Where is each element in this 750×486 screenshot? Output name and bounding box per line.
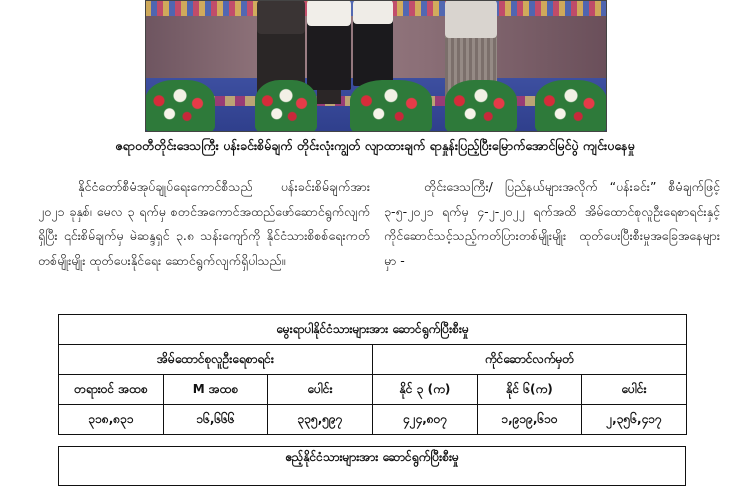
citizenship-stats-table [58,314,687,435]
photo-caption: ဇရာဝတီတိုင်းဒေသကြီး ပန်းခင်းစိမ်ချက် တိုင်းလုံးကျွတ် လျာထားချက် ရာနှုန်းပြည့်ပြီးမြောက်အောင်မြင်ပွဲ ကျင်းပနေမှု [115,138,635,153]
table-row [59,405,687,435]
table-cell: ၁၆,၆၆၆ [164,405,268,435]
article-column-right [384,175,720,273]
table-header: M အထစ [164,375,268,405]
table-cell: ၁,၉၁၉,၆၁၀ [478,405,582,435]
table-cell: ၂,၃၅၆,၄၁၇ [582,405,687,435]
table-header: ပေါင်း [268,375,373,405]
article-paragraph: နိုင်ငံတော်စီမံအုပ်ချုပ်ရေးကောင်စီသည် ပန်းခင်းစိမ်ချက်အား ၂၀၂၁ ခုနှစ်၊ မေလ ၃ ရက်မှ စတင်အကောင်အထည်ဖော်ဆောင်ရွက်လျက်ရှိပြီး ၎င်းစိမ်ချက်မှ မဲဆန္ဒရှင် ၃.၈ သန်းကျော်ကို နိုင်ငံသားစိစစ်ရေးကတ်တစ်မျိုးမျိုး ထုတ်ပေးနိုင်ရေး ဆောင်ရွက်လျက်ရှိပါသည်။ [38,179,370,268]
table-title: မွေးရာပါနိုင်ငံသားများအား ဆောင်ရွက်ပြီးစီးမှု [59,315,687,345]
table-cell: ၃၁၈,၈၃၁ [59,405,164,435]
table-group-household: အိမ်ထောင်စုလူဦးရေစာရင်း [59,345,373,375]
table-group-cards: ကိုင်ဆောင်လက်မှတ် [373,345,687,375]
table-header: ပေါင်း [582,375,687,405]
event-photo [145,0,607,132]
secondary-stats-table [58,446,686,486]
table-header: နိုင် ၃ (က) [373,375,478,405]
table-cell: ၃၃၅,၅၉၇ [268,405,373,435]
article-column-left [38,175,370,273]
table-title: ဧည့်နိုင်ငံသားများအား ဆောင်ရွက်ပြီးစီးမှု [285,450,459,464]
table-cell: ၄၂၄,၈၀၇ [373,405,478,435]
table-header: တရားဝင် အထစ [59,375,164,405]
article-paragraph: တိုင်းဒေသကြီး/ ပြည်နယ်များအလိုက် “ပန်းခင်း” စီမံချက်ဖြင့် ၃-၅-၂၀၂၁ ရက်မှ ၄-၂-၂၀၂၂ ရက်အထိ အိမ်ထောင်စုလူဦးရေစာရင်းနှင့် ကိုင်ဆောင်သင့်သည့်ကတ်ပြားတစ်မျိုးမျိုး ထုတ်ပေးပြီးစီးမှုအခြေအနေများမှာ - [384,179,720,268]
table-header: နိုင် ၆(က) [478,375,582,405]
